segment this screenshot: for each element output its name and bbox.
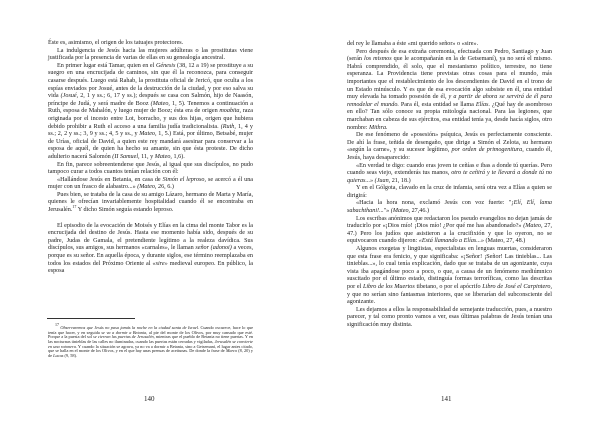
text-run: Cuando oscurece, hace lo que tenía que hacer, y en seguida	[48, 325, 253, 335]
right-page-body	[347, 41, 552, 330]
text-run: 1, 5.) Está, por último, Betsabé, mujer de Urías, oficial de David, a quien este rey mandará asesinar para conservar a la esposa de aquél, de quien ha hecho su amante, sin que ésta proteste. De dicho adulterio nacerá Salomón	[48, 131, 253, 160]
footnote-marker: 17	[55, 322, 59, 327]
italic-text: Jerusalén se convierte en una ratonera.	[48, 338, 253, 349]
text-run: (9, 58).	[63, 352, 78, 358]
text-run: se acercó a él una mujer con un frasco de alabastro...»	[48, 176, 253, 191]
paragraph	[347, 246, 552, 307]
text-run: Y cuando la situación se agrava, ya no va a dormir a Betania, sino a Getsemaní, el lugar antes citado, que se halla en el monte de los Olivos, y en el que hay unas prensas de aceitunas. De donde la frase de	[48, 343, 254, 354]
text-run: ¿Qué hay de asombroso en ello? Tan sólo conoce su propia mitología nacional. Para las legiones, que marchaban en cabeza de sus ejércitos, esa entidad tenía ya, desde hacía siglos, otro nombre:	[347, 101, 553, 131]
page-number-right: 141	[441, 395, 452, 403]
text-run: 2, 1 y ss.; 6, 17 y ss.); después se casa con Salmón, hijo de Naasón, príncipe de Judá, y será madre de Booz	[48, 93, 253, 107]
text-run: «Hacia la hora nona, exclamó Jesús con voz fuerte: "	[356, 200, 512, 207]
text-run: Éste es, asimismo, el origen de los tatuajes protectores.	[48, 40, 184, 46]
paragraph	[347, 49, 552, 133]
text-run: al pie del monte de los Olivos, por muy cansado que esté. Porque a la puesta del sol	[48, 329, 253, 340]
text-run: Pues bien, se trataba de la casa de su amigo Lázaro, hermano de Marta y María, quienes le ofrecían invariablemente hospitalidad cuando él se encontraba en Jerusalén.	[48, 191, 253, 214]
text-run: Algunos exegetas y lingüistas, especialistas en lenguas muertas, consideraron que esta frase era fenicio, y que significaba: «¡Señor! ¡Señor! Las tinieblas... Las tinieblas...», lo cual tenía explicación, dado que se trataba de un agonizante, cuya vista iba apagándose poco a poco, o que, a causa de un fenómeno mediúmnico suscitado por el último estado, distinguía formas terroríficas, como las descritas por el	[347, 246, 552, 290]
text-run: (38, 12 a 19) se prostituye a su suegro en una encrucijada de caminos, sin que él la reconozca, para conseguir casarse después. Luego está Rahab, la prostituta oficial de Jericó, que oculta a los espías enviados por Josué, antes de la destrucción de la ciudad, y por eso salva su vida	[48, 62, 253, 100]
italic-text: Génesis	[155, 62, 176, 69]
paragraph	[48, 192, 253, 215]
text-run: Les dejamos a ellos la responsabilidad de semejante traducción, pues, a nuestro parecer, y tal como pronto vamos a ver, esas últimas palabras de Jesús tenían una significación muy distinta.	[347, 306, 552, 328]
text-run: En primer lugar está Tamar, quien en el	[57, 62, 156, 69]
italic-text: (Josué,	[60, 93, 79, 100]
italic-text: Observaremos que Jesús no pasa jamás la noche en la ciudad santa de Israel.	[60, 325, 200, 330]
paragraph	[48, 177, 253, 192]
italic-text: (II Samuel,	[112, 153, 140, 160]
paragraph	[48, 162, 253, 177]
italic-text: y a partir de ahora se servirá de él para remodelar el mundo.	[347, 94, 552, 108]
text-run: del rey le llamaba a éste «mi querido señor» o «sire».	[347, 41, 479, 47]
paragraph	[347, 216, 552, 246]
footnote-marker: 17	[72, 204, 77, 210]
text-run: El episodio de la evocación de Moisés y Elías en la cima del monte Tabor es la encrucijada del destino de Jesús. Hasta ese momento había sido, después de su padre, Judas de Gamala, el pretendiente legítimo a la realeza davídica. Sus discípulos, sus amigos, sus hermanos «carnales», le llaman	[48, 222, 253, 252]
paragraph	[48, 223, 253, 276]
text-run: tibetano, o por el apócrifo	[414, 284, 483, 290]
text-run: (8, 20) y de	[48, 348, 253, 358]
italic-text: Elías.	[475, 101, 490, 108]
text-run: medieval europeo. En público, la esposa	[48, 260, 253, 275]
text-run: «En verdad te digo: cuando eras joven te ceñías e ibas a donde tú querías. Pero cuando seas viejo, extenderás tus manos,	[347, 162, 552, 177]
italic-text: (Ruth,	[220, 123, 236, 130]
text-run: a veces, porque es su señor. En aquella época, y durante siglos, ese término reemplazaba en todos los estados del Próximo Oriente al	[48, 245, 253, 267]
left-page-body	[48, 40, 253, 276]
italic-text: Mithra.	[369, 124, 388, 131]
italic-text: «sire»	[152, 260, 168, 267]
text-run: 1,6).	[171, 153, 185, 160]
italic-text: se cierran las puertas de Jerusalén,	[93, 334, 155, 340]
text-run: Pero después de esa extraña ceremonia, efectuada con Pedro, Santiago y Juan (serán	[347, 48, 552, 63]
italic-text: (Mateo,	[150, 100, 170, 107]
italic-text: se va a dormir a Betania,	[101, 329, 148, 335]
text-run: En fin, parece sobreentenderse que Jesús, al igual que sus discípulos, no pudo tampoco curar a todos cuantos tenían relación con él:	[48, 161, 253, 176]
italic-text: Libro de los Muertos	[362, 284, 415, 290]
italic-text: ¡Elí, Elí, lama sabachthani!...	[347, 200, 553, 215]
text-run: 21, 18.)	[390, 177, 411, 184]
text-run: "»	[383, 208, 391, 215]
italic-text: Libro de José el Carpintero,	[482, 284, 553, 290]
italic-text: Mateo,	[139, 131, 157, 138]
text-run: Y dicho Simón seguía estando leproso.	[76, 207, 174, 214]
text-run: cuando él, Jesús, haya desaparecido:	[347, 147, 552, 161]
italic-text: «Está llamando a Elías...»	[418, 238, 484, 245]
paragraph	[48, 63, 253, 162]
text-run: 11, y	[139, 153, 155, 160]
text-run: mientras que el pueblo de Betania no tiene puertas. Y en las nocturnas tinieblas de las calles no iluminadas, cuando las puertas están cerradas y vigiladas,	[48, 334, 254, 344]
italic-text: moabita,	[219, 108, 242, 115]
paragraph	[347, 132, 552, 162]
italic-text: (Juan,	[374, 177, 391, 184]
italic-text: Lucas	[53, 352, 64, 358]
text-run: «Hallándose Jesús en Betania, en casa de	[57, 176, 163, 183]
italic-text: Simón el leproso,	[162, 176, 207, 183]
footnote-text	[48, 322, 254, 359]
text-run: 1, 5). Tenemos a continuación a Ruth, esposa de Mahalón, y luego mujer de Booz; ésta era de origen	[48, 100, 253, 115]
paragraph	[48, 40, 253, 48]
text-run: 1, 4 y ss.; 2, 2 y ss.; 3, 9 y ss.; 4, 5 y ss., y	[48, 123, 253, 138]
text-run: De ese fenómeno de «posesión» psíquica, Jesús es perfectamente consciente. De ahí la frase, teñida de desengaño, que dirige a Simón el Zelota, su hermano «según la carne», y su sucesor legítimo,	[347, 132, 552, 154]
text-run: Los escribas anónimos que redactaron los pseudo evangelios no dejan jamás de traducirlo por «¡Dios mío! ¡Dios mío! ¿Por qué me has abandonado?»	[347, 215, 552, 230]
italic-text: (Mateo,	[390, 208, 411, 215]
paragraph	[347, 307, 552, 330]
footnote-17	[48, 322, 254, 359]
page-number-left: 140	[144, 395, 155, 403]
italic-text: (Mateo,	[137, 184, 157, 191]
text-run: 27,46.)	[410, 208, 430, 215]
text-run: 27, 47.) Pero los judíos que asistieron a la crucifixión y que lo oyeron, no se equivocaron cuando dijeron:	[347, 223, 552, 245]
italic-text: por orden de primogenitura,	[451, 147, 524, 154]
italic-text: señor (adonoi)	[195, 245, 232, 252]
footnote-divider	[47, 318, 135, 319]
text-run: La indulgencia de Jesús hacia las mujeres adúlteras o las prostitutas viene justificada por la presencia de varias de ellas en su genealogía ancestral.	[48, 47, 253, 62]
text-run: (Mateo, 27, 48.)	[483, 238, 526, 245]
italic-text: los mismos	[364, 56, 392, 63]
text-run: y que no serían sino fantasmas interiores, que se liberarían del subconsciente del agonizante.	[347, 291, 552, 306]
text-run: raza originada por el incesto entre Lot, borracho, y sus dos hijas, origen que hubiera debido prohibir a Ruth el acceso a una familia judía tradicionalista.	[48, 108, 253, 130]
text-run: Para él, esta entidad se llama	[398, 101, 476, 108]
paragraph	[48, 48, 253, 63]
italic-text: Marco	[225, 348, 238, 354]
text-run: que le acompañarán en la de Getsemaní), ya no será el mismo. Habrá comprendido, él solo, que el mesianismo político, terrestre, no tiene esperanza. La Providencia tiene previstas otras cosas para el mundo, más importantes que el restablecimiento de los descendientes de David en el trono de un Estado minúsculo. Y es que de esa evocación algo subsiste en él, una entidad muy elevada ha tomado posesión de él,	[347, 56, 552, 101]
italic-text: otro te ceñirá y te llevará a donde tú no quieras...»	[347, 170, 552, 184]
paragraph	[347, 41, 552, 49]
text-run: Y en el Gólgota, clavado en la cruz de infamia, será otra vez a Elías a quien se dirigirá:	[347, 185, 552, 199]
italic-text: (Mateo,	[523, 223, 543, 230]
text-run: 26, 6.)	[156, 184, 174, 191]
paragraph	[347, 163, 552, 186]
paragraph	[347, 185, 552, 200]
paragraph	[347, 200, 552, 215]
italic-text: Mateo,	[154, 153, 172, 160]
